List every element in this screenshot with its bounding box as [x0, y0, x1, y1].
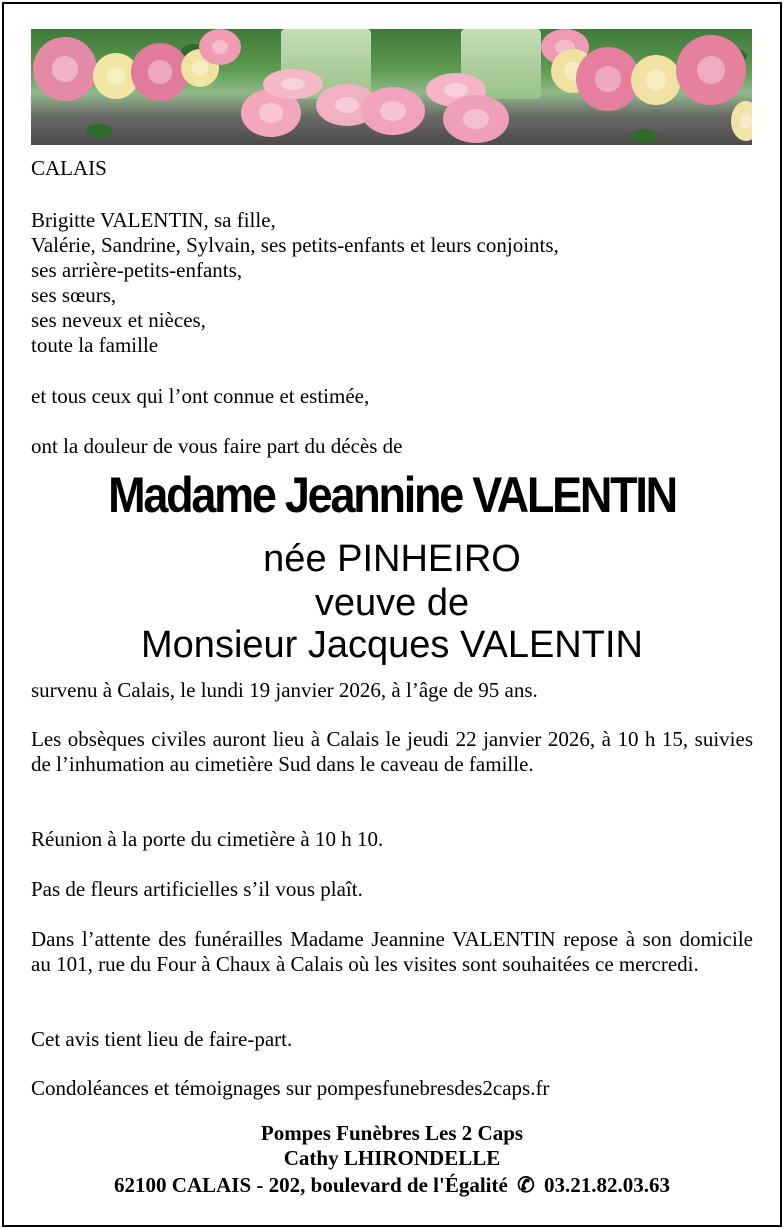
roses-banner	[31, 29, 752, 145]
flowers-note: Pas de fleurs artificielles s’il vous plaît.	[31, 877, 363, 901]
meeting-line	[31, 827, 753, 852]
announcement-intro: ont la douleur de vous faire part du décès de	[31, 434, 403, 458]
funeral-home-address: 62100 CALAIS - 202, boulevard de l'Égalité	[114, 1173, 508, 1197]
acquaintances: et tous ceux qui l’ont connue et estimée,	[31, 384, 370, 408]
flowers-line	[31, 877, 753, 902]
deceased-name: Madame Jeannine VALENTIN	[108, 467, 676, 523]
notice: Cet avis tient lieu de faire-part.	[31, 1027, 293, 1051]
widow-of-label: veuve de	[314, 582, 470, 624]
death-details-line	[31, 678, 753, 703]
announcement-intro-line	[31, 434, 753, 459]
viewing-paragraph	[31, 927, 753, 977]
family-line: Valérie, Sandrine, Sylvain, ses petits-enfants et leurs conjoints,	[31, 233, 559, 257]
meeting: Réunion à la porte du cimetière à 10 h 10.	[31, 827, 384, 851]
viewing-details: Dans l’attente des funérailles Madame Jeannine VALENTIN repose à son domicile au 101, rue du Four à Chaux à Calais où les visites sont souhaitées ce mercredi.	[31, 927, 753, 976]
rose	[131, 43, 189, 101]
rose	[443, 95, 509, 143]
condolences: Condoléances et témoignages sur pompesfunebresdes2caps.fr	[31, 1076, 550, 1100]
funeral-home-director: Cathy LHIRONDELLE	[283, 1146, 501, 1170]
rose	[33, 37, 97, 101]
funeral-home-name: Pompes Funèbres Les 2 Caps	[260, 1121, 524, 1145]
family-line: Brigitte VALENTIN, sa fille,	[31, 208, 276, 232]
notice-line	[31, 1027, 753, 1052]
rose	[263, 69, 323, 99]
family-line: ses arrière-petits-enfants,	[31, 258, 243, 282]
rose	[631, 55, 681, 105]
acquaintances-line	[31, 384, 753, 409]
phone-icon: ✆	[517, 1173, 535, 1197]
leaf	[631, 129, 657, 143]
spouse-name: Monsieur Jacques VALENTIN	[141, 624, 643, 666]
rose	[199, 29, 241, 65]
family-line: ses sœurs,	[31, 283, 117, 307]
funeral-details: Les obsèques civiles auront lieu à Calais le jeudi 22 janvier 2026, à 10 h 15, suivies de l’inhumation au cimetière Sud dans le caveau de famille.	[31, 727, 753, 776]
family-list	[31, 208, 753, 358]
leaf	[86, 124, 112, 138]
rose	[676, 35, 746, 105]
rose	[361, 87, 425, 135]
condolences-line	[31, 1076, 753, 1101]
city-line	[31, 156, 753, 181]
city: CALAIS	[31, 156, 107, 180]
funeral-home-contact	[0, 1173, 784, 1198]
maiden-name: née PINHEIRO	[263, 538, 521, 580]
rose	[731, 101, 752, 141]
family-line: ses neveux et nièces,	[31, 308, 206, 332]
funeral-paragraph	[31, 727, 753, 777]
funeral-home-phone: 03.21.82.03.63	[543, 1173, 670, 1197]
family-line: toute la famille	[31, 333, 159, 357]
death-details: survenu à Calais, le lundi 19 janvier 2026, à l’âge de 95 ans.	[31, 678, 538, 702]
